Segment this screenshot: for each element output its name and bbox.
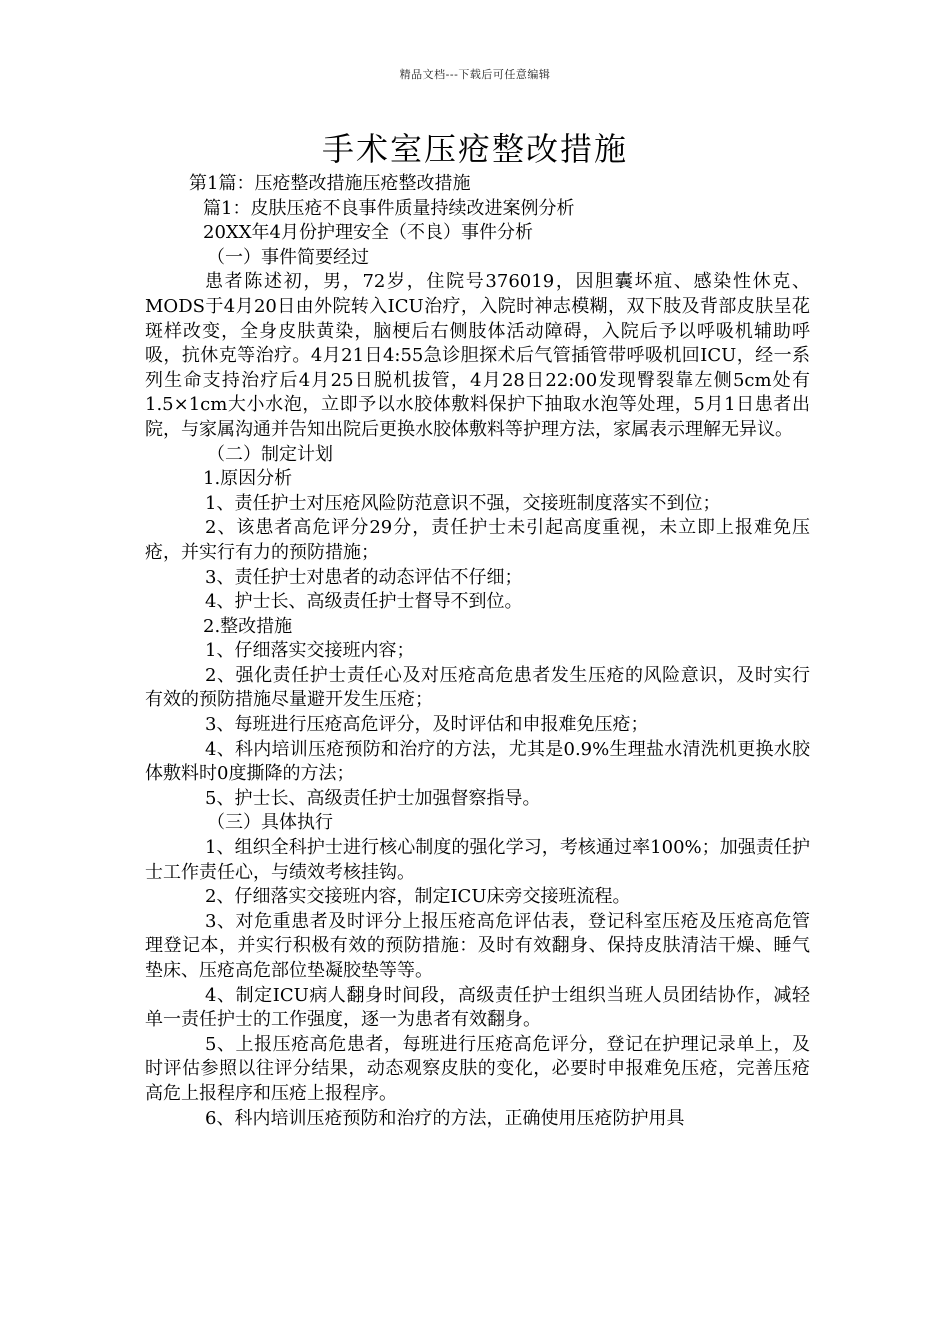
subsection-heading: （二）制定计划 xyxy=(207,443,333,465)
body-paragraph: 患者陈述初，男，72岁，住院号376019，因胆囊坏疽、感染性休克、MODS于4月20日由外院转入ICU治疗，入院时神志模糊，双下肢及背部皮肤呈花斑样改变，全身皮肤黄染，脑梗后右侧肢体活动障碍，入院后予以呼吸机辅助呼吸，抗休克等治疗。4月21日4:55急诊胆探术后气管插管带呼吸机回ICU，经一系列生命支持治疗后4月25日脱机拔管，4月28日22:00发现臀裂靠左侧5cm处有1.5×1cm大小水泡，立即予以水胶体敷料保护下抽取水泡等处理，5月1日患者出院，与家属沟通并告知出院后更换水胶体敷料等护理方法，家属表示理解无异议。 xyxy=(145,271,810,440)
body-paragraph: 6、科内培训压疮预防和治疗的方法，正确使用压疮防护用具 xyxy=(205,1107,685,1129)
body-paragraph: 2、强化责任护士责任心及对压疮高危患者发生压疮的风险意识，及时实行有效的预防措施尽量避开发生压疮； xyxy=(145,664,810,711)
body-paragraph: 2、该患者高危评分29分，责任护士未引起高度重视，未立即上报难免压疮，并实行有力的预防措施； xyxy=(145,517,810,563)
body-paragraph: 5、上报压疮高危患者，每班进行压疮高危评分，登记在护理记录单上，及时评估参照以往评分结果，动态观察皮肤的变化，必要时申报难免压疮，完善压疮高危上报程序和压疮上报程序。 xyxy=(145,1033,810,1104)
body-paragraph: 1、责任护士对压疮风险防范意识不强，交接班制度落实不到位； xyxy=(205,492,721,514)
subsection-heading: （一）事件简要经过 xyxy=(207,246,369,268)
body-paragraph: 4、科内培训压疮预防和治疗的方法，尤其是0.9%生理盐水清洗机更换水胶体敷料时0度撕降的方法； xyxy=(145,738,810,785)
section-heading: 第1篇：压疮整改措施压疮整改措施 xyxy=(189,173,471,194)
page-header-note: 精品文档---下载后可任意编辑 xyxy=(399,68,551,81)
document-title: 手术室压疮整改措施 xyxy=(321,130,628,168)
subsection-heading: 20XX年4月份护理安全（不良）事件分析 xyxy=(203,222,533,244)
subsection-heading: 1.原因分析 xyxy=(203,468,293,490)
body-paragraph: 2、仔细落实交接班内容，制定ICU床旁交接班流程。 xyxy=(205,886,631,908)
subsection-heading: （三）具体执行 xyxy=(207,812,333,834)
subsection-heading: 2.整改措施 xyxy=(203,615,293,637)
body-paragraph: 1、组织全科护士进行核心制度的强化学习，考核通过率100%；加强责任护士工作责任心，与绩效考核挂钩。 xyxy=(145,837,810,883)
document-body xyxy=(145,172,810,1131)
body-paragraph: 4、护士长、高级责任护士督导不到位。 xyxy=(205,591,523,613)
body-paragraph: 3、每班进行压疮高危评分，及时评估和申报难免压疮； xyxy=(205,714,649,736)
body-paragraph: 1、仔细落实交接班内容； xyxy=(205,640,415,662)
body-paragraph: 3、责任护士对患者的动态评估不仔细； xyxy=(205,566,523,588)
subsection-heading: 篇1：皮肤压疮不良事件质量持续改进案例分析 xyxy=(203,197,575,219)
body-paragraph: 4、制定ICU病人翻身时间段，高级责任护士组织当班人员团结协作，减轻单一责任护士的工作强度，逐一为患者有效翻身。 xyxy=(145,984,810,1031)
body-paragraph: 3、对危重患者及时评分上报压疮高危评估表，登记科室压疮及压疮高危管理登记本，并实行积极有效的预防措施：及时有效翻身、保持皮肤清洁干燥、睡气垫床、压疮高危部位垫凝胶垫等等。 xyxy=(145,910,810,981)
body-paragraph: 5、护士长、高级责任护士加强督察指导。 xyxy=(205,787,541,809)
